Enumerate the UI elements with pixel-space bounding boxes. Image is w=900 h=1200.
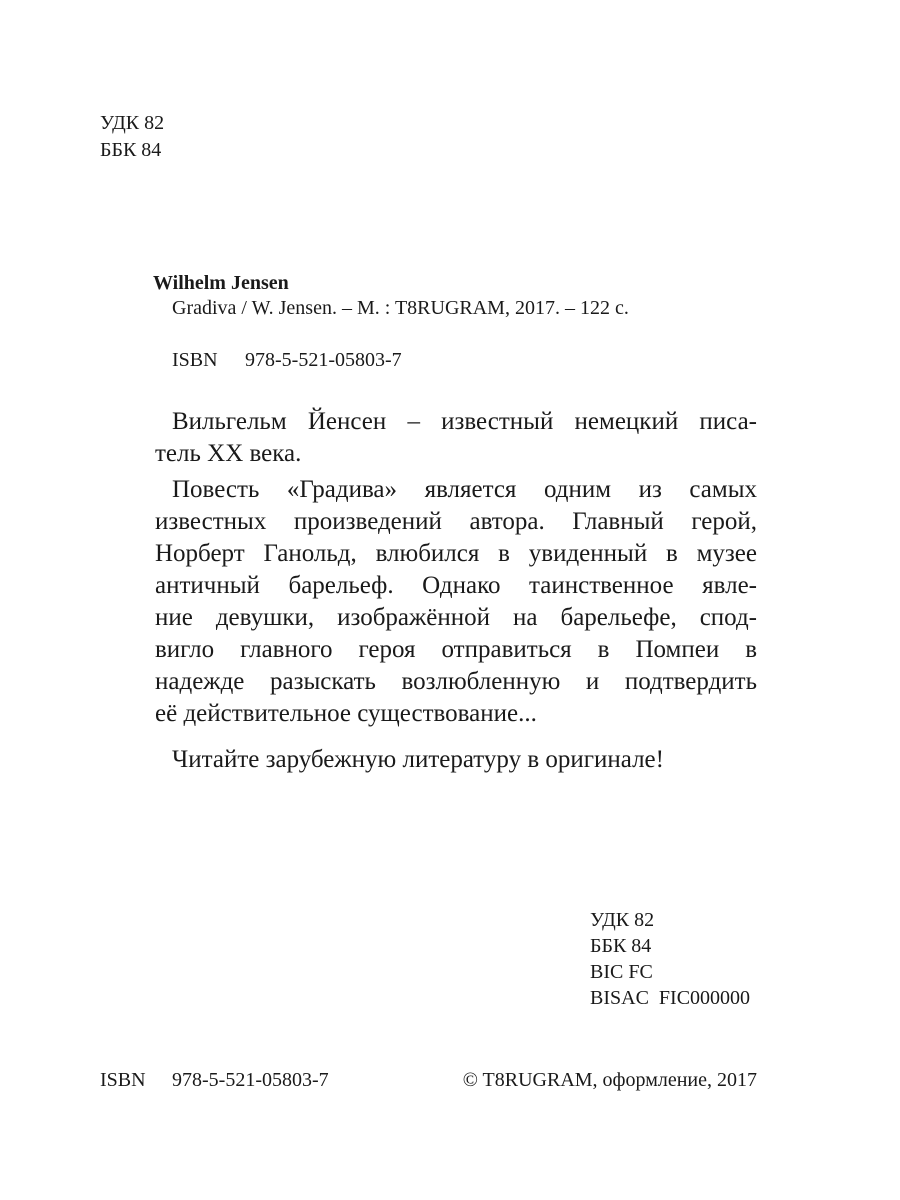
bibliographic-entry: Gradiva / W. Jensen. – M. : T8RUGRAM, 2017. – 122 c. [172, 297, 629, 319]
footer-isbn-value: 978-5-521-05803-7 [172, 1069, 329, 1091]
footer-isbn-label: ISBN [100, 1069, 146, 1091]
isbn-value: 978-5-521-05803-7 [245, 349, 402, 371]
annotation-line: надежде разыскать возлюбленную и подтвердить [155, 668, 757, 695]
annotation-line: её действительное существование... [155, 700, 537, 727]
annotation-line: известных произведений автора. Главный герой, [155, 508, 757, 535]
bic-code: BIC FC [590, 961, 653, 983]
copyright: © T8RUGRAM, оформление, 2017 [462, 1069, 757, 1091]
udk-top: УДК 82 [100, 112, 165, 134]
annotation-line: тель XX века. [155, 440, 302, 467]
annotation-line: Повесть «Градива» является одним из самых [172, 476, 757, 503]
bbk-bottom: ББК 84 [590, 935, 652, 957]
annotation-line: Вильгельм Йенсен – известный немецкий писа- [172, 408, 757, 435]
annotation-line: вигло главного героя отправиться в Помпеи в [155, 636, 757, 663]
annotation-line: Читайте зарубежную литературу в оригинале! [172, 746, 664, 773]
isbn-label: ISBN [172, 349, 218, 371]
udk-bottom: УДК 82 [590, 909, 655, 931]
annotation-line: Норберт Ганольд, влюбился в увиденный в музее [155, 540, 757, 567]
bisac-code: BISAC FIC000000 [590, 987, 751, 1009]
annotation-line: античный барельеф. Однако таинственное явле- [155, 572, 757, 599]
author-name: Wilhelm Jensen [153, 272, 289, 294]
annotation-line: ние девушки, изображённой на барельефе, спод- [155, 604, 757, 631]
bbk-top: ББК 84 [100, 139, 162, 161]
